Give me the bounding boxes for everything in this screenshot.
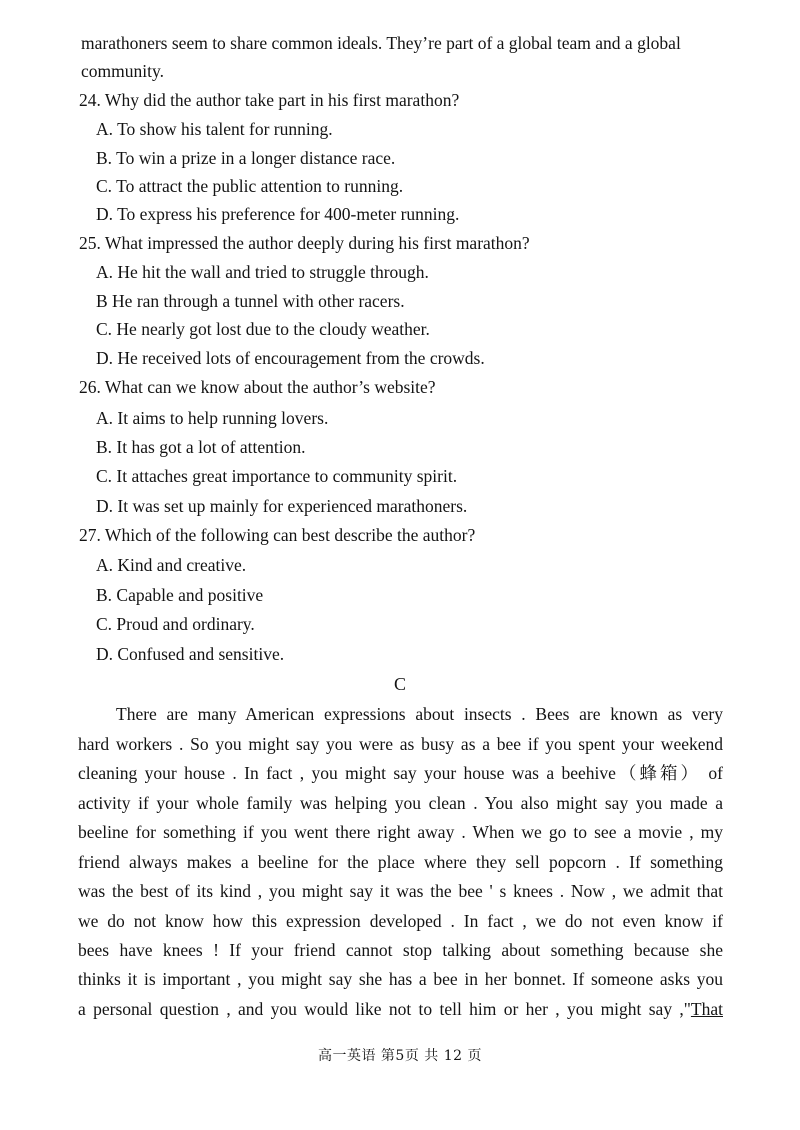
question-27-option-a: A. Kind and creative. <box>96 555 247 575</box>
question-24-option-b: B. To win a prize in a longer distance race. <box>96 148 396 168</box>
passage-line-7: was the best of its kind , you might say it was the bee ' s knees . Now , we admit that <box>78 881 723 901</box>
section-heading: C <box>393 674 406 694</box>
question-25-option-d: D. He received lots of encouragement from the crowds. <box>96 348 485 368</box>
question-27-option-b: B. Capable and positive <box>96 585 264 605</box>
passage-line-6: friend always makes a beeline for the place where they sell popcorn . If something <box>78 852 723 872</box>
question-24-option-a: A. To show his talent for running. <box>96 119 333 139</box>
passage-line-11-text: a personal question , and you would like not to tell him or her , you might say ," <box>78 999 691 1019</box>
passage-line-1: There are many American expressions about insects . Bees are known as very <box>116 704 723 724</box>
passage-line-3: cleaning your house . In fact , you might say your house was a beehive（蜂箱） of <box>78 763 723 783</box>
question-26-option-c: C. It attaches great importance to community spirit. <box>96 466 458 486</box>
passage-line-9: bees have knees ! If your friend cannot stop talking about something because she <box>78 940 723 960</box>
passage-line-11-underlined-word: That <box>690 999 723 1019</box>
intro-line-2: community. <box>81 61 164 81</box>
question-26-option-a: A. It aims to help running lovers. <box>96 408 329 428</box>
question-24-option-d: D. To express his preference for 400-meter running. <box>96 204 460 224</box>
question-25-stem: 25. What impressed the author deeply during his first marathon? <box>79 233 530 253</box>
question-27-option-d: D. Confused and sensitive. <box>96 644 285 664</box>
question-25-option-a: A. He hit the wall and tried to struggle through. <box>96 262 429 282</box>
question-26-option-b: B. It has got a lot of attention. <box>96 437 306 457</box>
question-27-option-c: C. Proud and ordinary. <box>96 614 255 634</box>
passage-line-11 <box>78 998 723 1020</box>
question-24-option-c: C. To attract the public attention to running. <box>96 176 404 196</box>
question-25-option-b: B He ran through a tunnel with other racers. <box>96 291 405 311</box>
passage-line-10: thinks it is important , you might say she has a bee in her bonnet. If someone asks you <box>78 969 723 989</box>
passage-line-2: hard workers . So you might say you were as busy as a bee if you spent your weekend <box>78 734 723 754</box>
intro-line-1: marathoners seem to share common ideals. They’re part of a global team and a global <box>81 33 681 53</box>
question-26-option-d: D. It was set up mainly for experienced marathoners. <box>96 496 468 516</box>
page-footer: 高一英语 第5页 共 12 页 <box>317 1048 483 1064</box>
question-27-stem: 27. Which of the following can best describe the author? <box>79 525 476 545</box>
passage-line-5: beeline for something if you went there right away . When we go to see a movie , my <box>78 822 723 842</box>
question-25-option-c: C. He nearly got lost due to the cloudy weather. <box>96 319 430 339</box>
question-26-stem: 26. What can we know about the author’s website? <box>79 377 436 397</box>
question-24-stem: 24. Why did the author take part in his first marathon? <box>79 90 460 110</box>
passage-line-8: we do not know how this expression developed . In fact , we do not even know if <box>78 911 723 931</box>
passage-line-4: activity if your whole family was helping you clean . You also might say you made a <box>78 793 723 813</box>
